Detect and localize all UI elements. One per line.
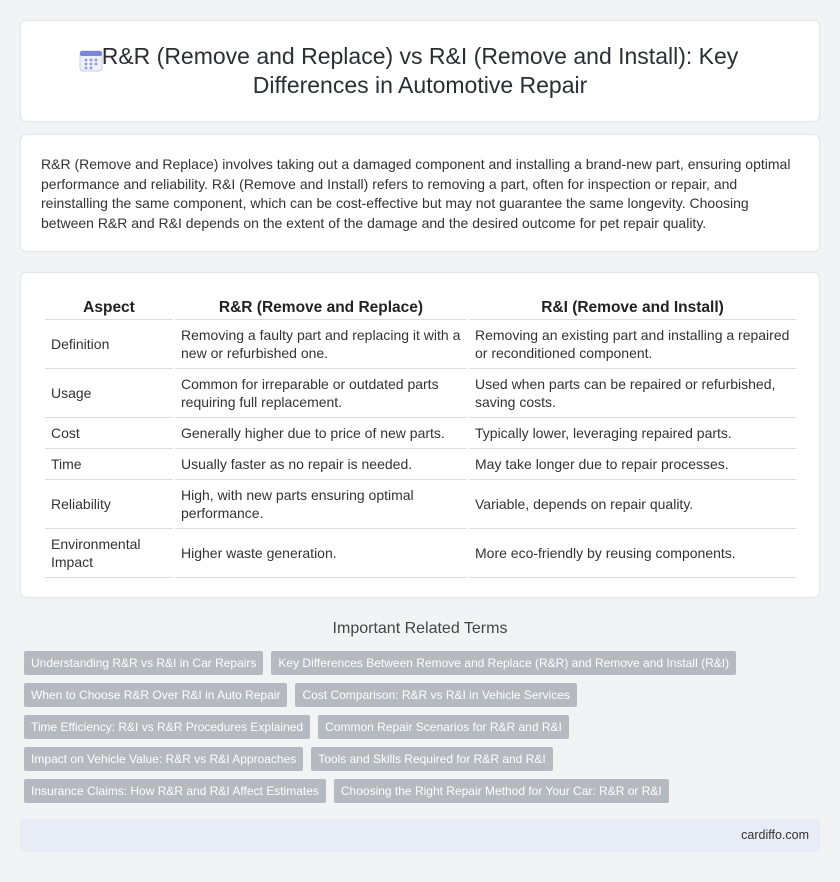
intro-text: R&R (Remove and Replace) involves taking out a damaged component and installing a brand-new part, ensuring optimal performance and reliability. R&I (Remove and Install) refers to removing a part, often for inspection or repair, and reinstalling the same component, which can be cost-effective but may not guarantee the same longevity. Choosing between R&R and R&I depends on the extent of the damage and the desired outcome for pet repair quality.	[41, 156, 791, 231]
header-aspect: Aspect	[45, 293, 173, 320]
comparison-table	[43, 293, 798, 578]
row-ri: Typically lower, leveraging repaired parts.	[469, 418, 796, 449]
table-row	[45, 320, 796, 369]
header-ri: R&I (Remove and Install)	[469, 293, 796, 320]
table-row	[45, 449, 796, 480]
footer-site[interactable]: cardiffo.com	[741, 828, 809, 842]
table-row	[45, 480, 796, 529]
related-terms-list	[24, 651, 824, 811]
row-ri: More eco-friendly by reusing components.	[469, 529, 796, 578]
tag-row	[24, 651, 824, 675]
related-term-link[interactable]: Choosing the Right Repair Method for Your Car: R&R or R&I	[334, 779, 669, 803]
row-aspect: Cost	[45, 418, 173, 449]
row-ri: Used when parts can be repaired or refurbished, saving costs.	[469, 369, 796, 418]
row-rr: Usually faster as no repair is needed.	[175, 449, 467, 480]
row-aspect: Usage	[45, 369, 173, 418]
row-rr: Higher waste generation.	[175, 529, 467, 578]
row-rr: Removing a faulty part and replacing it with a new or refurbished one.	[175, 320, 467, 369]
related-term-link[interactable]: Understanding R&R vs R&I in Car Repairs	[24, 651, 263, 675]
table-row	[45, 369, 796, 418]
row-ri: May take longer due to repair processes.	[469, 449, 796, 480]
row-ri: Variable, depends on repair quality.	[469, 480, 796, 529]
footer	[20, 818, 820, 852]
related-term-link[interactable]: Key Differences Between Remove and Replace (R&R) and Remove and Install (R&I)	[271, 651, 736, 675]
related-term-link[interactable]: Time Efficiency: R&I vs R&R Procedures Explained	[24, 715, 310, 739]
row-ri: Removing an existing part and installing a repaired or reconditioned component.	[469, 320, 796, 369]
related-term-link[interactable]: Cost Comparison: R&R vs R&I in Vehicle Services	[295, 683, 576, 707]
row-rr: High, with new parts ensuring optimal performance.	[175, 480, 467, 529]
row-aspect: Time	[45, 449, 173, 480]
tag-row	[24, 779, 824, 803]
row-rr: Generally higher due to price of new parts.	[175, 418, 467, 449]
related-term-link[interactable]: Common Repair Scenarios for R&R and R&I	[318, 715, 569, 739]
tag-row	[24, 683, 824, 707]
comparison-table-card	[20, 272, 820, 598]
table-row	[45, 418, 796, 449]
intro-card	[20, 134, 820, 252]
row-aspect: Reliability	[45, 480, 173, 529]
table-header-row	[45, 293, 796, 320]
header-card	[20, 20, 820, 122]
tag-row	[24, 715, 824, 739]
related-term-link[interactable]: When to Choose R&R Over R&I in Auto Repair	[24, 683, 287, 707]
tag-row	[24, 747, 824, 771]
related-term-link[interactable]: Impact on Vehicle Value: R&R vs R&I Approaches	[24, 747, 303, 771]
table-row	[45, 529, 796, 578]
page-title: R&R (Remove and Replace) vs R&I (Remove and Install): Key Differences in Automotive Repair	[101, 43, 739, 98]
header-rr: R&R (Remove and Replace)	[175, 293, 467, 320]
row-aspect: Environmental Impact	[45, 529, 173, 578]
related-term-link[interactable]: Tools and Skills Required for R&R and R&I	[311, 747, 552, 771]
related-terms-title: Important Related Terms	[332, 620, 508, 637]
row-rr: Common for irreparable or outdated parts requiring full replacement.	[175, 369, 467, 418]
row-aspect: Definition	[45, 320, 173, 369]
related-term-link[interactable]: Insurance Claims: How R&R and R&I Affect Estimates	[24, 779, 326, 803]
